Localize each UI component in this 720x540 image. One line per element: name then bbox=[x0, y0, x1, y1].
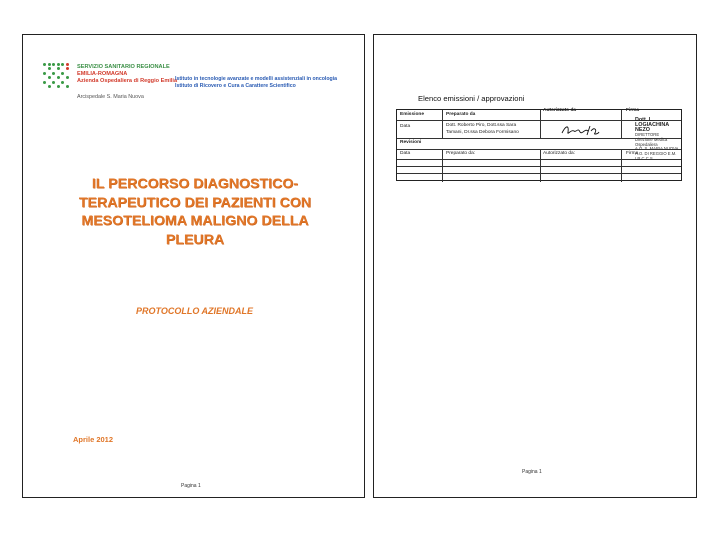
document-title bbox=[49, 175, 341, 249]
institute-line-1: Istituto in tecnologie avanzate e modelli assistenziali in oncologia bbox=[175, 76, 337, 82]
prepared-by-line-2: Tamani, Dr.ssa Debora Formisano bbox=[446, 130, 519, 135]
logo-dot bbox=[43, 63, 46, 66]
logo-dot bbox=[43, 81, 46, 84]
logo-dot bbox=[52, 81, 55, 84]
logo-dot bbox=[48, 63, 51, 66]
organization-header bbox=[77, 64, 177, 86]
logo-dot bbox=[52, 72, 55, 75]
revisions-label: Revisioni bbox=[400, 140, 422, 145]
logo-dot bbox=[66, 76, 69, 79]
header-autorizzato: Autorizzato da bbox=[543, 108, 577, 113]
org-line-2: EMILIA-ROMAGNA bbox=[77, 71, 128, 78]
org-line-3: Azienda Ospedaliera di Reggio Emilia bbox=[77, 78, 178, 85]
header-firma: Firma bbox=[626, 108, 640, 113]
title-line-4: PLEURA bbox=[165, 231, 225, 248]
logo-dot bbox=[57, 85, 60, 88]
stamp-line-4: A.O. S. MARIA NUOVA bbox=[635, 146, 679, 152]
prepared-by-line-1: Dott. Roberto Piro, Dott.ssa Sara bbox=[446, 123, 517, 128]
hospital-name: Arcispedale S. Maria Nuova bbox=[77, 94, 144, 100]
stamp-line-2: DIRETTORE bbox=[635, 131, 660, 137]
document-page-1 bbox=[22, 34, 365, 498]
revision-header-preparato: Preparato da: bbox=[446, 151, 476, 156]
logo-dot bbox=[43, 72, 46, 75]
title-line-2: TERAPEUTICO DEI PAZIENTI CON bbox=[78, 194, 312, 211]
logo-dot bbox=[61, 63, 64, 66]
logo-dot bbox=[48, 76, 51, 79]
regional-health-logo bbox=[43, 63, 71, 89]
title-line-3: MESOTELIOMA MALIGNO DELLA bbox=[81, 213, 309, 229]
logo-dot bbox=[48, 85, 51, 88]
logo-dot bbox=[57, 67, 60, 70]
document-subtitle: PROTOCOLLO AZIENDALE bbox=[136, 306, 253, 316]
row-date-label: Data bbox=[400, 124, 411, 129]
signature-stamp bbox=[635, 118, 681, 162]
revision-header-data: Data bbox=[400, 151, 411, 156]
document-date: Aprile 2012 bbox=[73, 435, 114, 444]
stamp-line-1: Dott. L. LOGIACHINA NEZO bbox=[635, 117, 669, 133]
approvals-table bbox=[396, 109, 682, 181]
institute-header bbox=[175, 76, 337, 90]
table-title: Elenco emissioni / approvazioni bbox=[418, 94, 525, 103]
logo-dot bbox=[57, 63, 60, 66]
logo-dot bbox=[52, 63, 55, 66]
header-preparato: Preparato da bbox=[446, 112, 476, 117]
logo-dot bbox=[57, 76, 60, 79]
logo-dot bbox=[48, 67, 51, 70]
header-emissione: Emissione bbox=[400, 112, 424, 117]
org-line-1: SERVIZIO SANITARIO REGIONALE bbox=[77, 64, 170, 70]
document-page-2 bbox=[373, 34, 697, 498]
logo-dot bbox=[61, 72, 64, 75]
stamp-line-3: Direzione Medica Ospedaliera bbox=[635, 136, 668, 147]
revision-header-firma: Firma bbox=[626, 151, 639, 156]
logo-dot bbox=[61, 81, 64, 84]
stamp-line-5: A.O. DI REGGIO E.M. I.R.C.C.S. bbox=[635, 151, 677, 162]
page-number: Pagina 1 bbox=[181, 483, 201, 489]
page-number: Pagina 1 bbox=[522, 469, 542, 475]
revision-header-autorizzato: Autorizzato da: bbox=[543, 151, 575, 156]
institute-line-2: Istituto di Ricovero e Cura a Carattere Scientifico bbox=[175, 82, 296, 89]
handwritten-signature bbox=[560, 123, 600, 137]
logo-dot bbox=[66, 67, 69, 70]
title-line-1: IL PERCORSO DIAGNOSTICO- bbox=[91, 176, 299, 192]
logo-dot bbox=[66, 85, 69, 88]
logo-dot bbox=[66, 63, 69, 66]
